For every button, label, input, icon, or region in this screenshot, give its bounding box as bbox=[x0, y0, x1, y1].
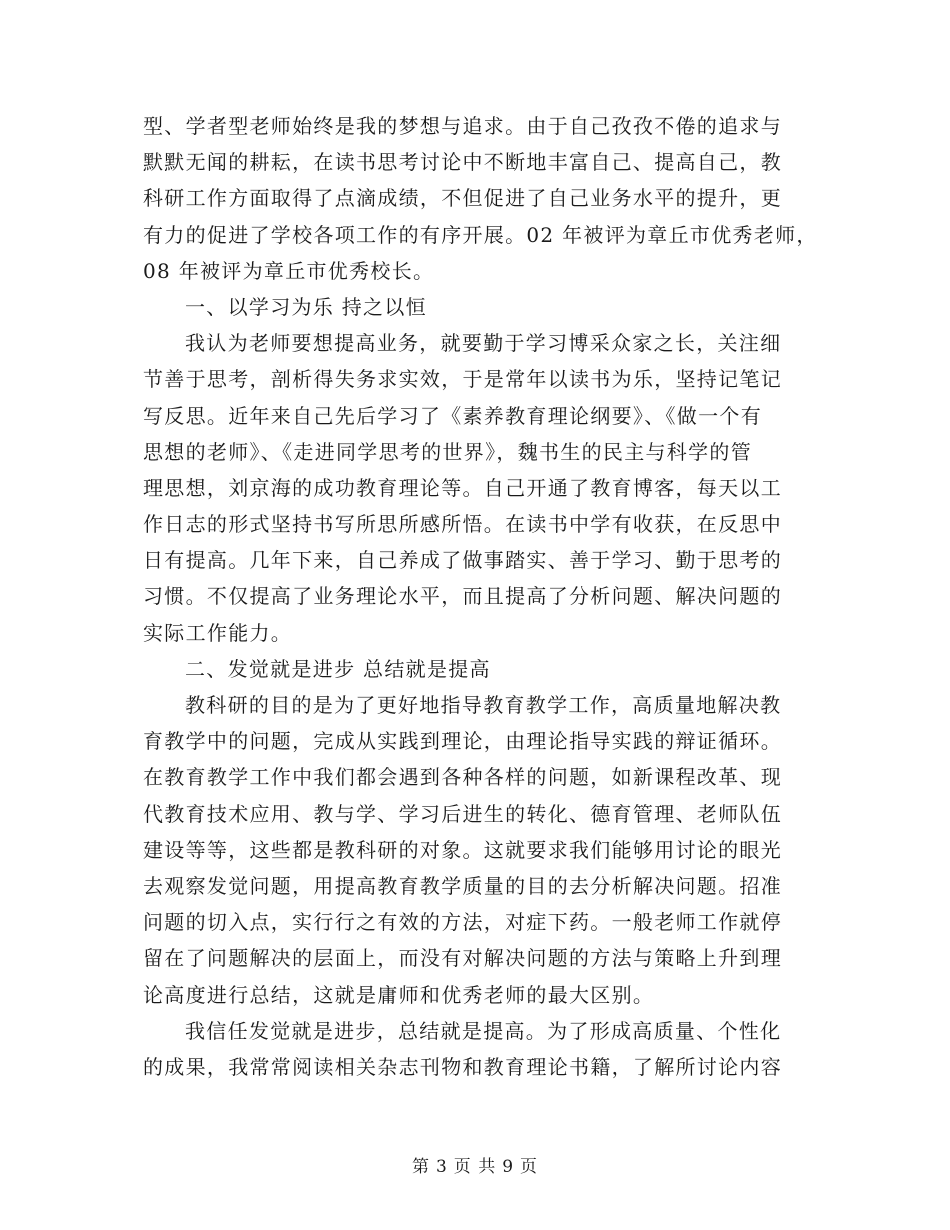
text-line: 节善于思考，剖析得失务求实效，于是常年以读书为乐，坚持记笔记 bbox=[143, 367, 782, 392]
text-line: 一、以学习为乐 持之以恒 bbox=[185, 294, 427, 319]
text-line: 二、发觉就是进步 总结就是提高 bbox=[185, 656, 491, 681]
text-line: 问题的切入点，实行行之有效的方法，对症下药。一般老师工作就停 bbox=[143, 910, 782, 935]
text-line: 思想的老师》、《走进同学思考的世界》，魏书生的民主与科学的管 bbox=[143, 439, 752, 464]
text-line: 去观察发觉问题，用提高教育教学质量的目的去分析解决问题。招准 bbox=[143, 873, 782, 898]
footer-prefix: 第 bbox=[411, 1157, 430, 1177]
text-line: 作日志的形式坚持书写所思所感所悟。在读书中学有收获，在反思中 bbox=[143, 512, 782, 537]
footer-suffix: 页 bbox=[520, 1157, 539, 1177]
text-line: 的成果，我常常阅读相关杂志刊物和教育理论书籍，了解所讨论内容 bbox=[143, 1054, 782, 1079]
text-line: 我认为老师要想提高业务，就要勤于学习博采众家之长，关注细 bbox=[185, 331, 782, 356]
text-line: 日有提高。几年下来，自己养成了做事踏实、善于学习、勤于思考的 bbox=[143, 548, 782, 573]
footer-middle: 页 共 bbox=[453, 1157, 497, 1177]
footer-total-pages: 9 bbox=[502, 1157, 515, 1177]
text-line: 科研工作方面取得了点滴成绩，不但促进了自己业务水平的提升，更 bbox=[143, 186, 782, 211]
page-footer bbox=[0, 1152, 950, 1177]
text-line: 型、学者型老师始终是我的梦想与追求。由于自己孜孜不倦的追求与 bbox=[143, 114, 782, 138]
text-line: 建设等等，这些都是教科研的对象。这就要求我们能够用讨论的眼光 bbox=[143, 837, 782, 862]
text-line: 教科研的目的是为了更好地指导教育教学工作，高质量地解决教 bbox=[185, 693, 782, 717]
text-line: 有力的促进了学校各项工作的有序开展。02 年被评为章丘市优秀老师， bbox=[143, 222, 818, 247]
text-line: 我信任发觉就是进步，总结就是提高。为了形成高质量、个性化 bbox=[185, 1018, 782, 1043]
text-line: 默默无闻的耕耘，在读书思考讨论中不断地丰富自己、提高自己，教 bbox=[143, 150, 782, 175]
footer-current-page: 3 bbox=[435, 1157, 448, 1177]
text-line: 理思想，刘京海的成功教育理论等。自己开通了教育博客，每天以工 bbox=[143, 475, 782, 500]
text-line: 08 年被评为章丘市优秀校长。 bbox=[143, 258, 435, 283]
text-line: 习惯。不仅提高了业务理论水平，而且提高了分析问题、解决问题的 bbox=[143, 584, 782, 609]
text-line: 留在了问题解决的层面上，而没有对解决问题的方法与策略上升到理 bbox=[143, 946, 782, 971]
text-line: 论高度进行总结，这就是庸师和优秀老师的最大区别。 bbox=[143, 982, 655, 1007]
text-line: 实际工作能力。 bbox=[143, 620, 293, 645]
text-line: 代教育技术应用、教与学、学习后进生的转化、德育管理、老师队伍 bbox=[143, 801, 782, 826]
text-line: 在教育教学工作中我们都会遇到各种各样的问题，如新课程改革、现 bbox=[143, 765, 782, 790]
document-body bbox=[143, 108, 818, 1085]
text-line: 写反思。近年来自己先后学习了《素养教育理论纲要》、《做一个有 bbox=[143, 403, 762, 428]
text-line: 育教学中的问题，完成从实践到理论，由理论指导实践的辩证循环。 bbox=[143, 729, 782, 754]
